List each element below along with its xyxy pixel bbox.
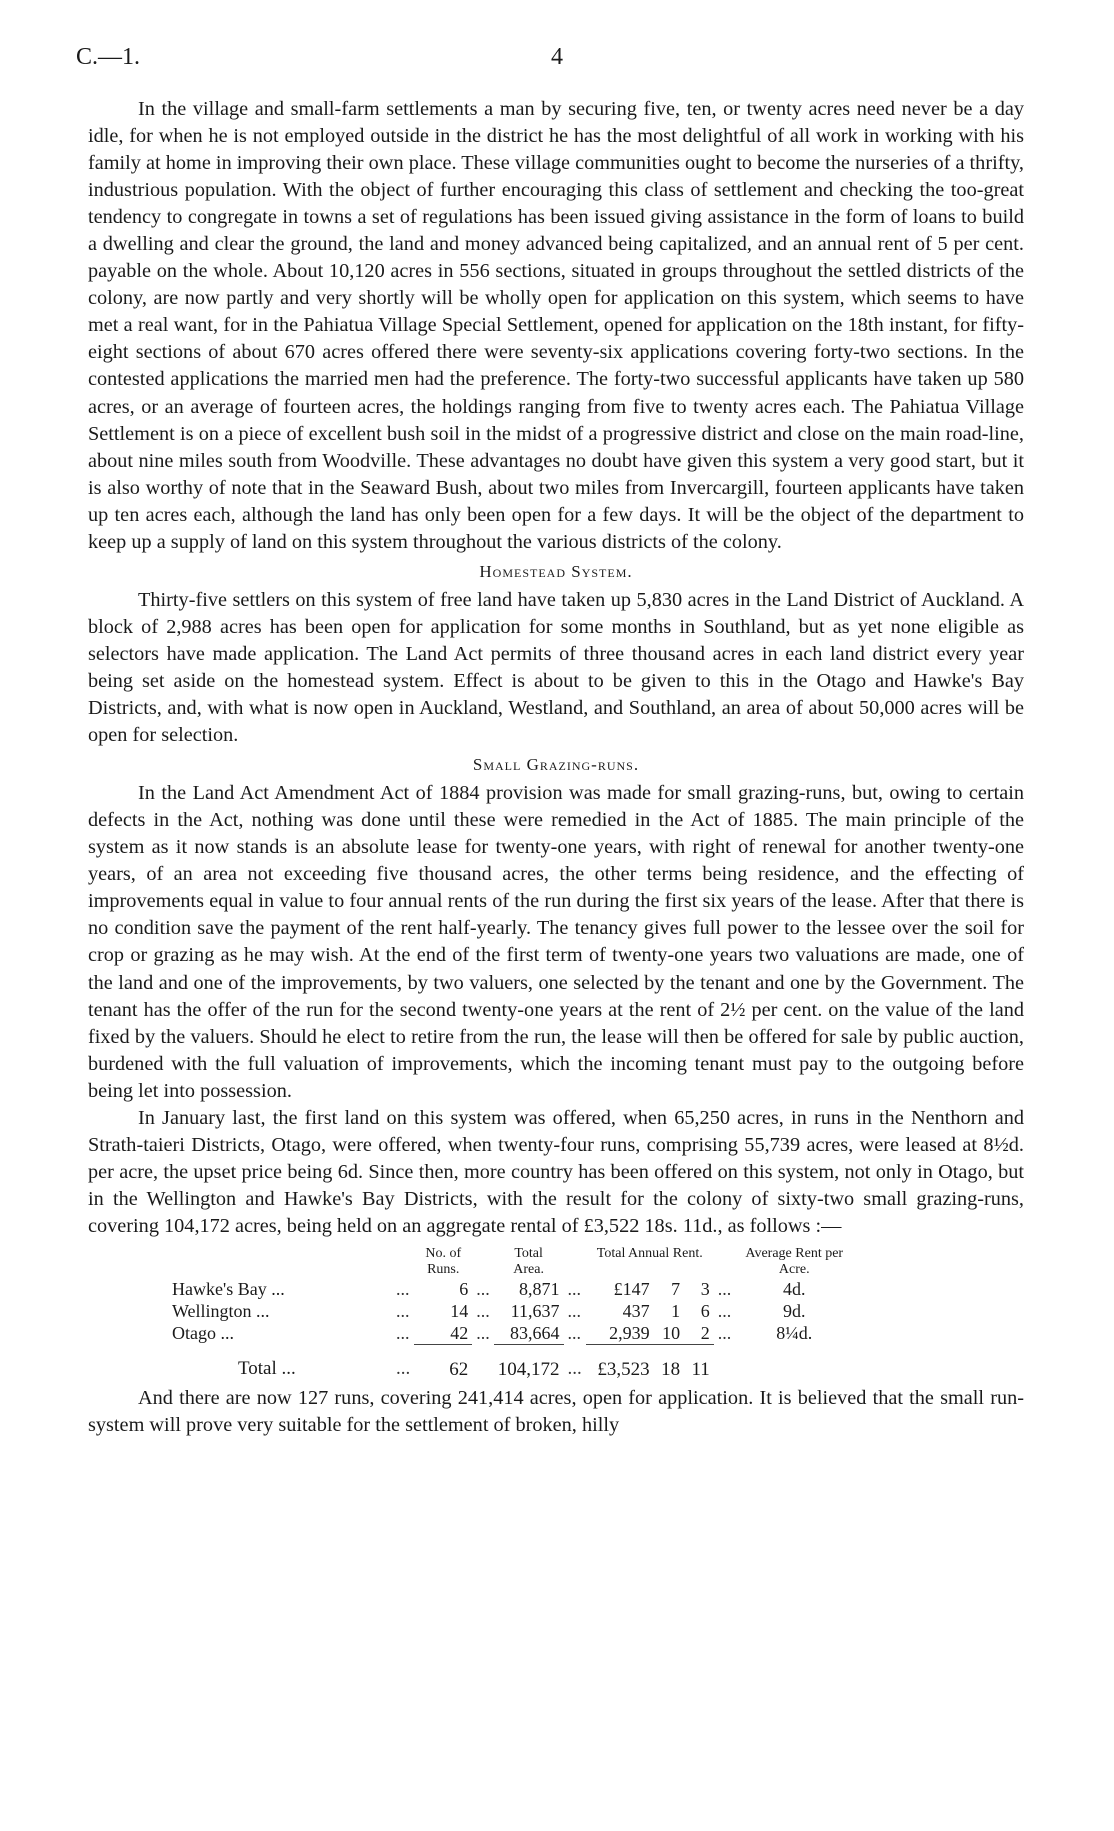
total-rent-pounds-cell: £3,523 <box>586 1344 654 1381</box>
total-label: Total <box>238 1358 277 1380</box>
paragraph-homestead-system: Thirty-five settlers on this system of free land have taken up 5,830 acres in the Land District of Auckland. A block of 2,988 acres has been open for application for some months in Southland, but as yet none eligible as selectors have made application. The Land Act permits of three thousand acres in each land district every year being set aside on the homestead system. Effect is about to be given to this in the Otago and Hawke's Bay Districts, and, with what is now open in Auckland, Westland, and Southland, an area of about 50,000 acres will be open for selection. <box>88 588 1024 747</box>
paragraph-grazing-runs-offered: In January last, the first land on this system was offered, when 65,250 acres, in runs in the Nenthorn and Strath-taieri Districts, Otago, were offered, when twenty-four runs, comprising 55,739 acres, were leased at 8½d. per acre, the upset price being 6d. Since then, more country has been offered on this system, not only in Otago, but in the Wellington and Hawke's Bay Districts, with the result for the colony of sixty-two small grazing-runs, covering 104,172 acres, being held on an aggregate rental of £3,522 18s. 11d., as follows :— <box>88 1106 1024 1237</box>
runs-cell: 6 <box>459 1278 469 1299</box>
paragraph-runs-open: And there are now 127 runs, covering 241,414 acres, open for application. It is believed that the small run-system will prove very suitable for the settlement of broken, hilly <box>88 1386 1024 1437</box>
average-rent-cell: 4d. <box>783 1278 806 1299</box>
area-cell: 11,637 <box>510 1300 560 1321</box>
total-rent-pence-cell: 11 <box>684 1344 714 1381</box>
rent-shillings-cell: 7 <box>671 1278 681 1299</box>
header-no-of-runs: No. of Runs. <box>425 1245 462 1277</box>
header-total-annual-rent: Total Annual Rent. <box>596 1245 703 1261</box>
district-name: Otago <box>172 1322 216 1343</box>
header-total-area: Total Area. <box>513 1245 544 1277</box>
rent-pence-cell: 2 <box>700 1322 710 1343</box>
total-rent-shillings-cell: 18 <box>654 1344 684 1381</box>
paragraph-village-settlements: In the village and small-farm settlements a man by securing five, ten, or twenty acres need never be a day idle, for when he is not employed outside in the district he has the most delightful of all work in working with his family at home in improving their own place. These village communities ought to become the nurseries of a thrifty, industrious population. With the object of further encouraging this class of settlement and checking the too-great tendency to congregate in towns a set of regulations has been issued giving assistance in the form of loans to build a dwelling and clear the ground, the land and money advanced being capitalized, and an annual rent of 5 per cent. payable on the whole. About 10,120 acres in 556 sections, situated in groups throughout the settled districts of the colony, are now partly and very shortly will be wholly open for application on this system, which seems to have met a real want, for in the Pahiatua Village Special Settlement, opened for application on the 18th instant, for fifty-eight sections of about 670 acres offered there were seventy-six applications covering forty-two sections. In the contested applications the married men had the preference. The forty-two successful applicants have taken up 580 acres, or an average of fourteen acres, the holdings ranging from five to twenty acres each. The Pahiatua Village Settlement is on a piece of excellent bush soil in the midst of a progressive district and close on the main road-line, about nine miles south from Woodville. These advantages no doubt have given this system a very good start, but it is also worthy of note that in the Seaward Bush, about two miles from Invercargill, fourteen applicants have taken up ten acres each, although the land has only been open for a few days. It will be the object of the department to keep up a supply of land on this system throughout the various districts of the colony. <box>88 98 1024 553</box>
rent-pounds-cell: £147 <box>613 1278 650 1299</box>
heading-homestead-system: Homestead System. <box>479 561 633 581</box>
page-number: 4 <box>551 44 563 70</box>
rent-shillings-cell: 1 <box>671 1300 681 1321</box>
document-body <box>88 96 1024 1439</box>
district-name: Hawke's Bay <box>172 1278 267 1299</box>
area-cell: 83,664 <box>510 1322 560 1343</box>
average-rent-cell: 8¼d. <box>776 1322 813 1343</box>
heading-small-grazing-runs: Small Grazing-runs. <box>472 755 640 775</box>
average-rent-cell: 9d. <box>783 1300 806 1321</box>
table-row: Wellington ... ... 14 ... 11,637 ... 437 1 6 ... 9d. <box>168 1300 853 1322</box>
rent-shillings-cell: 10 <box>662 1322 681 1343</box>
grazing-runs-table <box>168 1246 853 1381</box>
area-cell: 8,871 <box>519 1278 560 1299</box>
rent-pounds-cell: 437 <box>622 1300 650 1321</box>
paragraph-grazing-runs-act: In the Land Act Amendment Act of 1884 provision was made for small grazing-runs, but, owing to certain defects in the Act, nothing was done until these were remedied in the Act of 1885. The main principle of the system as it now stands is an absolute lease for twenty-one years, with right of renewal for another twenty-one years, of an area not exceeding five thousand acres, the other terms being residence, and the effecting of improvements equal in value to four annual rents of the run during the first six years of the lease. After that there is no condition save the payment of the rent half-yearly. The tenancy gives full power to the lessee over the soil for crop or grazing as he may wish. At the end of the first term of twenty-one years two valuations are made, one of the land and one of the improvements, by two valuers, one selected by the tenant and one by the Government. The tenant has the offer of the run for the second twenty-one years at the rent of 2½ per cent. on the value of the land fixed by the valuers. Should he elect to retire from the run, the lease will then be offered for sale by public auction, burdened with the full valuation of improvements, which the incoming tenant must pay to the outgoing before being let into possession. <box>88 782 1024 1102</box>
total-area-cell: 104,172 <box>494 1344 564 1381</box>
header-average-rent: Average Rent per Acre. <box>745 1245 844 1277</box>
document-reference: C.—1. <box>76 44 141 70</box>
table-header-row <box>168 1246 853 1278</box>
runs-cell: 42 <box>450 1322 469 1343</box>
rent-pounds-cell: 2,939 <box>609 1322 650 1343</box>
table-row: Hawke's Bay ... ... 6 ... 8,871 ... £147 7 3 ... 4d. <box>168 1278 853 1300</box>
table-total-row: Total ... ... 62 104,172 ... £3,523 18 11 <box>168 1344 853 1381</box>
rent-pence-cell: 3 <box>700 1278 710 1299</box>
table-row: Otago ... ... 42 ... 83,664 ... 2,939 10 2 ... 8¼d. <box>168 1322 853 1345</box>
district-name: Wellington <box>172 1300 252 1321</box>
runs-cell: 14 <box>450 1300 469 1321</box>
total-runs-cell: 62 <box>414 1344 472 1381</box>
rent-pence-cell: 6 <box>700 1300 710 1321</box>
